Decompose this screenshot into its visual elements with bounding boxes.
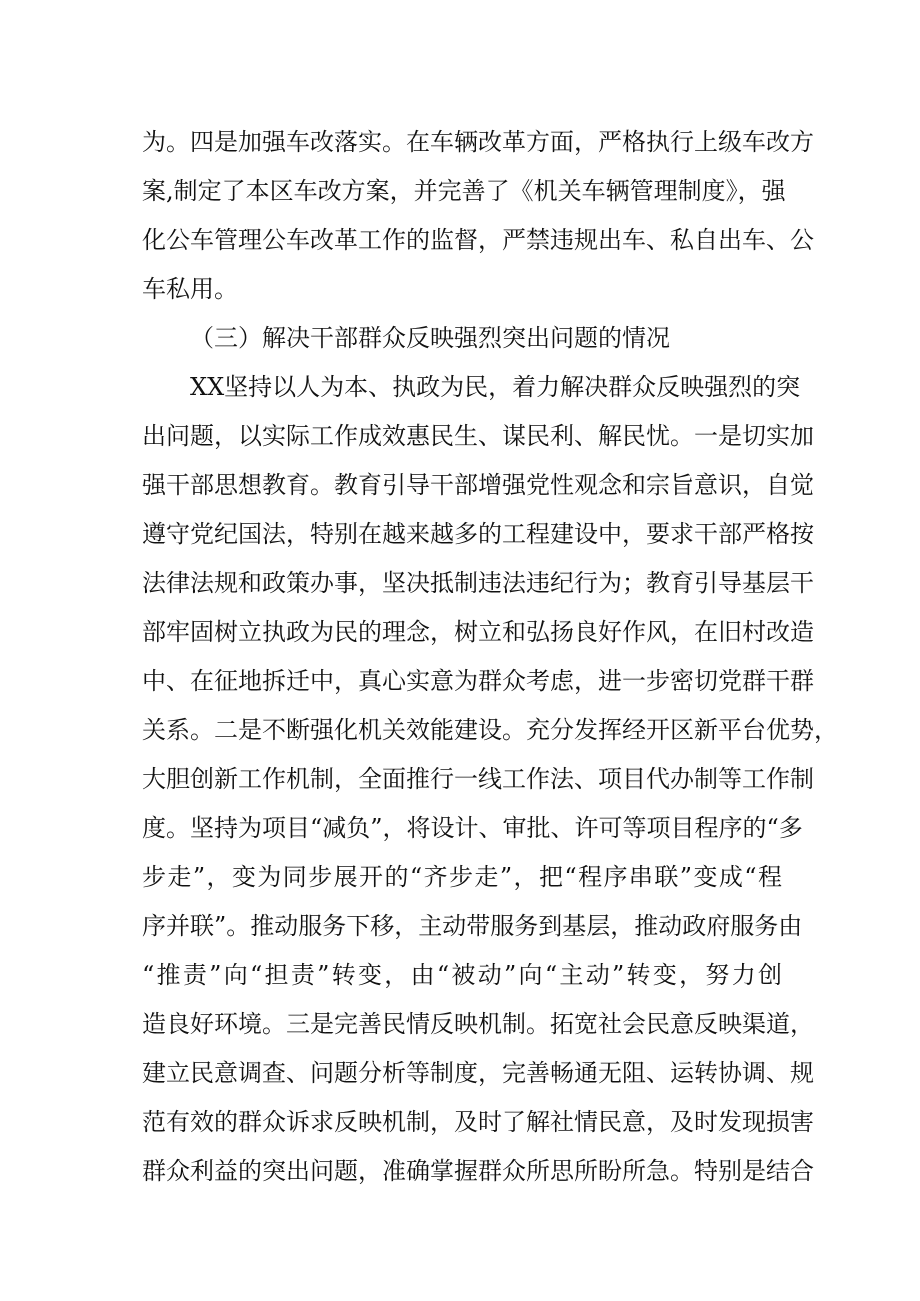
paragraph-line: 建立民意调查、问题分析等制度，完善畅通无阻、运转协调、规 — [142, 1059, 814, 1087]
paragraph-line: 群众利益的突出问题，准确掌握群众所思所盼所急。特别是结合 — [142, 1157, 814, 1185]
paragraph-line: “推责”向“担责”转变，由“被动”向“主动”转变，努力创 — [142, 961, 782, 989]
section-heading: （三）解决干部群众反映强烈突出问题的情况 — [190, 324, 670, 352]
paragraph-line: 关系。二是不断强化机关效能建设。充分发挥经开区新平台优势， — [142, 716, 838, 744]
paragraph-line: 车私用。 — [142, 275, 238, 303]
paragraph-line: 化公车管理公车改革工作的监督，严禁违规出车、私自出车、公 — [142, 226, 814, 254]
paragraph-line: 序并联”。推动服务下移，主动带服务到基层，推动政府服务由 — [142, 912, 803, 940]
paragraph-line: 部牢固树立执政为民的理念，树立和弘扬良好作风，在旧村改造 — [142, 618, 814, 646]
paragraph-line: 出问题，以实际工作成效惠民生、谋民利、解民忧。一是切实加 — [142, 422, 814, 450]
paragraph-line: 步走”，变为同步展开的“齐步走”，把“程序串联”变成“程 — [142, 863, 782, 891]
paragraph-line: 中、在征地拆迁中，真心实意为群众考虑，进一步密切党群干群 — [142, 667, 814, 695]
paragraph-line: 强干部思想教育。教育引导干部增强党性观念和宗旨意识，自觉 — [142, 471, 814, 499]
paragraph-line: 遵守党纪国法，特别在越来越多的工程建设中，要求干部严格按 — [142, 520, 814, 548]
paragraph-line: 为。四是加强车改落实。在车辆改革方面，严格执行上级车改方 — [142, 128, 814, 156]
paragraph-line: 造良好环境。三是完善民情反映机制。拓宽社会民意反映渠道， — [142, 1010, 814, 1038]
paragraph-line: XX坚持以人为本、执政为民，着力解决群众反映强烈的突 — [190, 373, 801, 401]
paragraph-line: 法律法规和政策办事，坚决抵制违法违纪行为；教育引导基层干 — [142, 569, 814, 597]
paragraph-line: 大胆创新工作机制，全面推行一线工作法、项目代办制等工作制 — [142, 765, 814, 793]
paragraph-line: 范有效的群众诉求反映机制，及时了解社情民意，及时发现损害 — [142, 1108, 814, 1136]
paragraph-line: 案,制定了本区车改方案，并完善了《机关车辆管理制度》，强 — [142, 177, 786, 205]
paragraph-line: 度。坚持为项目“减负”，将设计、审批、许可等项目程序的“多 — [142, 814, 803, 842]
